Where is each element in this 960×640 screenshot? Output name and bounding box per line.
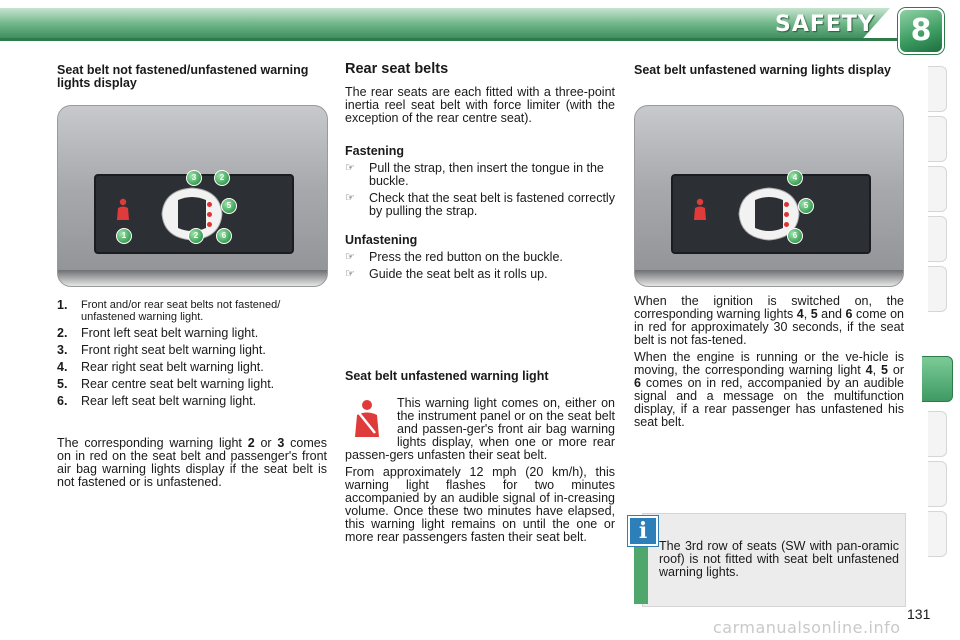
page-header <box>0 0 960 52</box>
pointer-icon: ☞ <box>345 162 355 174</box>
bold-run: 6 <box>845 307 853 321</box>
info-accent-bar <box>634 540 648 604</box>
warning-light-label: 2 <box>188 228 204 244</box>
side-tab-4[interactable] <box>928 216 947 262</box>
fastening-heading: Fastening <box>345 144 405 158</box>
info-note-text: The 3rd row of seats (SW with pan-oramic roof) is not fitted with seat belt unfastened warning lights. <box>659 539 899 579</box>
bold-run: 5 <box>810 307 818 321</box>
step-text: Pull the strap, then insert the tongue in the buckle. <box>369 161 604 188</box>
red-indicator-dot <box>784 202 789 207</box>
left-column <box>57 64 327 90</box>
red-indicator-dot <box>207 202 212 207</box>
right-text <box>634 295 904 429</box>
bold-run: 2 <box>247 436 255 450</box>
pointer-icon: ☞ <box>345 192 355 204</box>
unfastening-heading: Unfastening <box>345 233 418 247</box>
page-number: 131 <box>907 606 931 622</box>
text-run: comes on in red, accompanied by an audible signal and a message on the multifunction display, if a rear passenger has unfastened his seat belt. <box>634 376 904 429</box>
legend-number: 5. <box>57 377 68 391</box>
warning-section <box>345 370 615 544</box>
figure-display-screen <box>671 174 871 254</box>
bold-run: 3 <box>277 436 285 450</box>
legend-item <box>57 395 327 408</box>
text-run: When the ignition is switched on, the corresponding warning lights <box>634 294 904 321</box>
legend-number: 1. <box>57 298 68 312</box>
unfastening-step <box>345 268 615 281</box>
seatbelt-warning-icon <box>691 198 709 222</box>
unfastening-step <box>345 251 615 264</box>
left-body-text <box>57 437 327 489</box>
seatbelt-warning-icon <box>345 397 389 441</box>
info-note-box <box>642 513 906 607</box>
rear-belts-intro: The rear seats are each fitted with a three-point inertia reel seat belt with force limiter (with the exception of the rear centre seat). <box>345 85 615 125</box>
text-run: , <box>872 363 881 377</box>
legend-number: 2. <box>57 326 68 340</box>
legend-item <box>57 344 327 357</box>
figure-bottom-strip <box>635 270 903 286</box>
chapter-number-badge: 8 <box>898 8 944 54</box>
warning-light-label: 3 <box>186 170 202 186</box>
legend-item <box>57 378 327 391</box>
left-heading: Seat belt not fastened/unfastened warning lights display <box>57 63 309 90</box>
legend-text: Rear right seat belt warning light. <box>81 360 264 374</box>
header-rule <box>0 38 900 41</box>
chapter-title: SAFETY <box>775 12 875 37</box>
bold-run: 4 <box>865 363 873 377</box>
legend-text: Front and/or rear seat belts not fastened/ unfastened warning light. <box>81 299 281 323</box>
legend-text: Front left seat belt warning light. <box>81 326 259 340</box>
warning-flash-text: From approximately 12 mph (20 km/h), this warning light flashes for two minutes accompanied by an audible signal of in-creasing volume. Once these two minutes have elapsed, this warning light remains on until the one or more rear passengers fasten their seat belt. <box>345 465 615 544</box>
text-run: comes on in red on the seat belt and passenger's front air bag warning lights display if the seat belt is not fastened or is unfastened. <box>57 436 328 489</box>
engine-running-text <box>634 351 904 429</box>
left-legend <box>57 295 327 412</box>
warning-light-label: 4 <box>787 170 803 186</box>
text-run: and <box>817 307 846 321</box>
side-tab-3[interactable] <box>928 166 947 212</box>
chapter-side-tabs <box>928 66 950 581</box>
warning-light-label: 6 <box>216 228 232 244</box>
side-tab-5[interactable] <box>928 266 947 312</box>
middle-column <box>345 63 615 285</box>
warning-heading: Seat belt unfastened warning light <box>345 369 549 383</box>
watermark-text: carmanualsonline.info <box>713 618 901 637</box>
text-run: The corresponding warning light <box>57 436 248 450</box>
warning-light-label: 2 <box>214 170 230 186</box>
side-tab-8[interactable] <box>928 461 947 507</box>
red-indicator-dot <box>784 212 789 217</box>
warning-light-label: 6 <box>787 228 803 244</box>
side-tab-1[interactable] <box>928 66 947 112</box>
right-column <box>634 64 904 77</box>
seatbelt-warning-icon <box>114 198 132 222</box>
header-band <box>0 8 890 38</box>
text-run: come on in red for approximately 30 seconds, if the seat belt is not fas-tened. <box>634 307 905 347</box>
text-run: or <box>254 436 278 450</box>
legend-item <box>57 299 327 323</box>
section-heading-rear-seat-belts: Rear seat belts <box>345 61 449 77</box>
legend-number: 4. <box>57 360 68 374</box>
step-text: Guide the seat belt as it rolls up. <box>369 267 548 281</box>
warning-light-label: 1 <box>116 228 132 244</box>
fastening-step <box>345 162 615 188</box>
figure-bottom-strip <box>58 270 327 286</box>
text-run: , <box>803 307 811 321</box>
pointer-icon: ☞ <box>345 268 355 280</box>
right-heading: Seat belt unfastened warning lights display <box>634 63 891 77</box>
side-tab-2[interactable] <box>928 116 947 162</box>
step-text: Press the red button on the buckle. <box>369 250 563 264</box>
legend-number: 6. <box>57 394 68 408</box>
text-run: or <box>887 363 904 377</box>
legend-number: 3. <box>57 343 68 357</box>
legend-item <box>57 361 327 374</box>
warning-text: This warning light comes on, either on the instrument panel or on the seat belt and passen-ger's front air bag warning lights display, when one or more rear passen-gers unfasten their seat belt. <box>345 396 615 462</box>
red-indicator-dot <box>784 222 789 227</box>
text-run: When the engine is running or the ve-hicle is moving, the corresponding warning light <box>634 350 904 377</box>
info-icon: i <box>628 516 658 546</box>
left-paragraph <box>57 437 327 489</box>
legend-item <box>57 327 327 340</box>
ignition-text <box>634 295 904 347</box>
step-text: Check that the seat belt is fastened correctly by pulling the strap. <box>369 191 615 218</box>
pointer-icon: ☞ <box>345 251 355 263</box>
bold-run: 4 <box>796 307 804 321</box>
figure-warning-lights-display <box>57 105 328 287</box>
side-tab-7[interactable] <box>928 411 947 457</box>
warning-light-label: 5 <box>221 198 237 214</box>
red-indicator-dot <box>207 212 212 217</box>
legend-text: Rear left seat belt warning light. <box>81 394 257 408</box>
warning-light-label: 5 <box>798 198 814 214</box>
bold-run: 5 <box>881 363 888 377</box>
legend-text: Front right seat belt warning light. <box>81 343 266 357</box>
red-indicator-dot <box>207 222 212 227</box>
fastening-step <box>345 192 615 218</box>
figure-rear-warning-lights <box>634 105 904 287</box>
legend-text: Rear centre seat belt warning light. <box>81 377 275 391</box>
side-tab-safety-active[interactable] <box>922 356 953 402</box>
bold-run: 6 <box>634 376 641 390</box>
side-tab-9[interactable] <box>928 511 947 557</box>
